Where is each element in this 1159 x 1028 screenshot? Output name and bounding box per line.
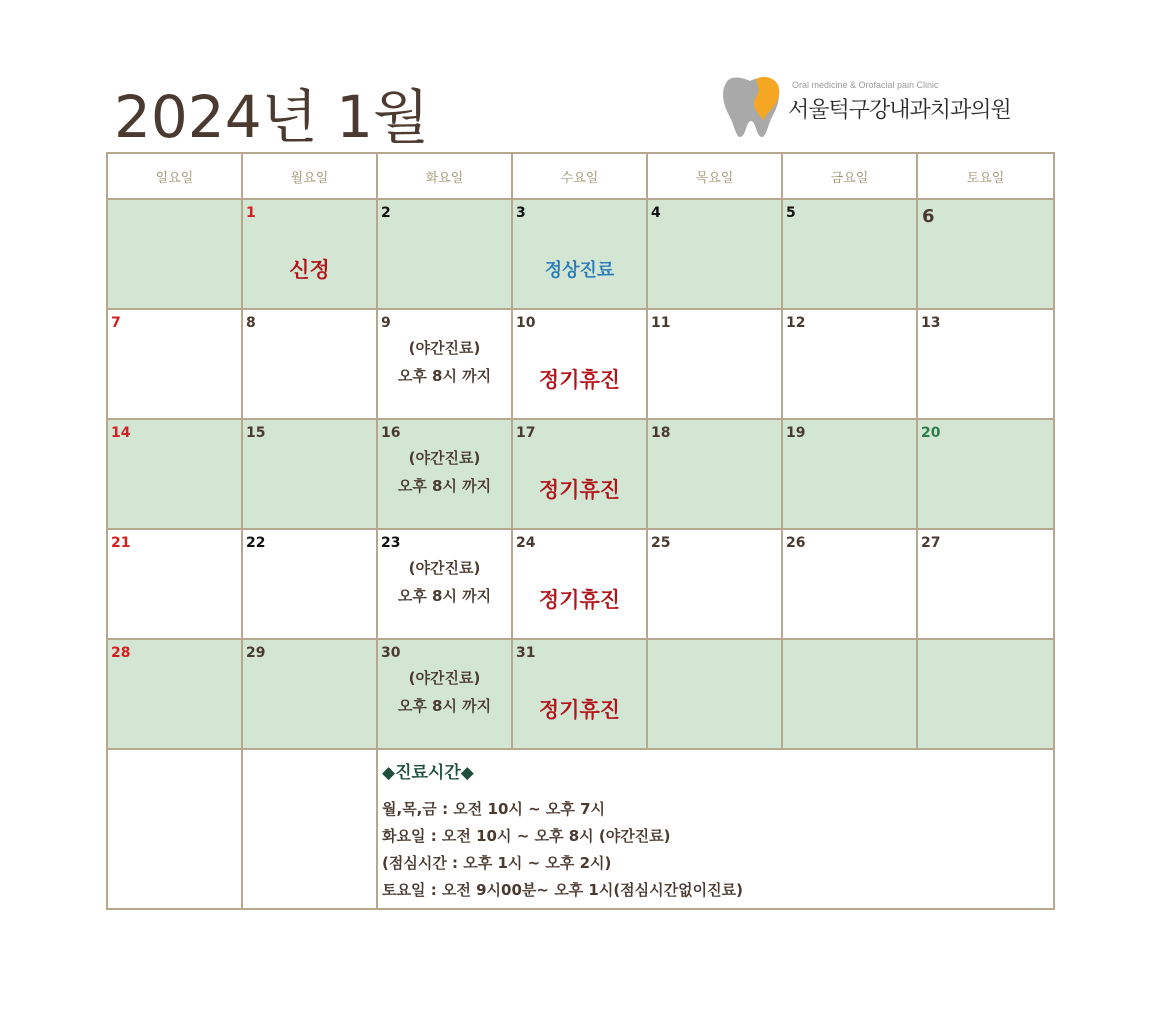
day-cell-empty: [917, 639, 1054, 749]
night-clinic-label: (야간진료): [408, 339, 481, 357]
day-cell-9: [377, 309, 512, 419]
day-number: 19: [786, 425, 806, 441]
day-cell-empty: [647, 639, 782, 749]
night-clinic-hours: 오후 8시 까지: [397, 477, 492, 495]
day-number: 21: [111, 535, 131, 551]
clinic-hours-box: [377, 749, 1054, 909]
weekday-wed: 수요일: [512, 153, 647, 199]
weekday-fri: 금요일: [782, 153, 917, 199]
clinic-hours-title: ◆진료시간◆: [382, 763, 474, 783]
day-cell-4: [647, 199, 782, 309]
day-number: 9: [381, 315, 391, 331]
tooth-icon: [720, 75, 782, 139]
hours-line-lunch: (점심시간 : 오후 1시 ~ 오후 2시): [382, 854, 612, 872]
page-title: 2024년 1월: [114, 83, 429, 151]
week-row-4: [107, 529, 1054, 639]
day-number: 16: [381, 425, 401, 441]
day-cell-8: [242, 309, 377, 419]
day-number: 28: [111, 645, 131, 661]
day-number: 3: [516, 205, 526, 221]
closed-label: 정기휴진: [538, 588, 621, 612]
hours-line-saturday: 토요일 : 오전 9시00분~ 오후 1시(점심시간없이진료): [382, 881, 743, 899]
week-row-3: [107, 419, 1054, 529]
day-cell-19: [782, 419, 917, 529]
night-clinic-hours: 오후 8시 까지: [397, 697, 492, 715]
day-cell-17: [512, 419, 647, 529]
day-number: 7: [111, 315, 121, 331]
day-cell-26: [782, 529, 917, 639]
day-cell-12: [782, 309, 917, 419]
day-cell-27: [917, 529, 1054, 639]
night-clinic-hours: 오후 8시 까지: [397, 367, 492, 385]
day-number: 18: [651, 425, 671, 441]
day-number: 5: [786, 205, 796, 221]
day-number: 13: [921, 315, 941, 331]
weekday-mon: 월요일: [242, 153, 377, 199]
day-cell-15: [242, 419, 377, 529]
day-cell-empty: [107, 199, 242, 309]
day-number: 4: [651, 205, 661, 221]
day-cell-16: [377, 419, 512, 529]
day-number: 2: [381, 205, 391, 221]
normal-service-label: 정상진료: [544, 260, 615, 281]
day-number: 30: [381, 645, 401, 661]
day-number: 25: [651, 535, 671, 551]
weekday-thu: 목요일: [647, 153, 782, 199]
weekday-tue: 화요일: [377, 153, 512, 199]
week-row-1: [107, 199, 1054, 309]
hours-row: [107, 749, 1054, 909]
day-cell-20: [917, 419, 1054, 529]
day-cell-1: [242, 199, 377, 309]
night-clinic-label: (야간진료): [408, 449, 481, 467]
closed-label: 정기휴진: [538, 368, 621, 392]
hours-line-tuesday: 화요일 : 오전 10시 ~ 오후 8시 (야간진료): [382, 827, 671, 845]
note-cell-empty: [242, 749, 377, 909]
weekday-sat: 토요일: [917, 153, 1054, 199]
night-clinic-hours: 오후 8시 까지: [397, 587, 492, 605]
day-number: 20: [921, 425, 941, 441]
closed-label: 정기휴진: [538, 698, 621, 722]
day-number: 12: [786, 315, 806, 331]
day-cell-24: [512, 529, 647, 639]
day-number: 22: [246, 535, 266, 551]
clinic-name: 서울턱구강내과치과의원: [788, 98, 1011, 123]
day-cell-2: [377, 199, 512, 309]
day-number: 14: [111, 425, 131, 441]
clinic-logo: [720, 75, 1050, 140]
day-number: 11: [651, 315, 671, 331]
day-cell-21: [107, 529, 242, 639]
weekday-header-row: [107, 153, 1054, 199]
day-number: 27: [921, 535, 941, 551]
note-cell-empty: [107, 749, 242, 909]
day-number: 1: [246, 205, 256, 221]
day-number: 15: [246, 425, 266, 441]
day-cell-22: [242, 529, 377, 639]
week-row-2: [107, 309, 1054, 419]
day-number: 17: [516, 425, 536, 441]
closed-label: 정기휴진: [538, 478, 621, 502]
calendar-table: [106, 152, 1055, 910]
day-cell-25: [647, 529, 782, 639]
day-cell-29: [242, 639, 377, 749]
day-cell-31: [512, 639, 647, 749]
weekday-sun: 일요일: [107, 153, 242, 199]
day-number: 23: [381, 535, 401, 551]
holiday-label: 신정: [289, 258, 330, 282]
day-number: 6: [922, 206, 935, 227]
day-number: 26: [786, 535, 806, 551]
week-row-5: [107, 639, 1054, 749]
day-number: 8: [246, 315, 256, 331]
hours-line-weekdays: 월,목,금 : 오전 10시 ~ 오후 7시: [382, 800, 606, 818]
day-cell-14: [107, 419, 242, 529]
day-cell-7: [107, 309, 242, 419]
day-cell-13: [917, 309, 1054, 419]
day-number: 29: [246, 645, 266, 661]
clinic-subtitle: Oral medicine & Orofacial pain Clinic: [792, 80, 939, 90]
day-cell-3: [512, 199, 647, 309]
night-clinic-label: (야간진료): [408, 669, 481, 687]
day-cell-30: [377, 639, 512, 749]
day-number: 10: [516, 315, 536, 331]
day-number: 31: [516, 645, 536, 661]
day-cell-5: [782, 199, 917, 309]
day-number: 24: [516, 535, 536, 551]
day-cell-18: [647, 419, 782, 529]
night-clinic-label: (야간진료): [408, 559, 481, 577]
day-cell-28: [107, 639, 242, 749]
day-cell-10: [512, 309, 647, 419]
day-cell-11: [647, 309, 782, 419]
day-cell-6: [917, 199, 1054, 309]
day-cell-empty: [782, 639, 917, 749]
day-cell-23: [377, 529, 512, 639]
